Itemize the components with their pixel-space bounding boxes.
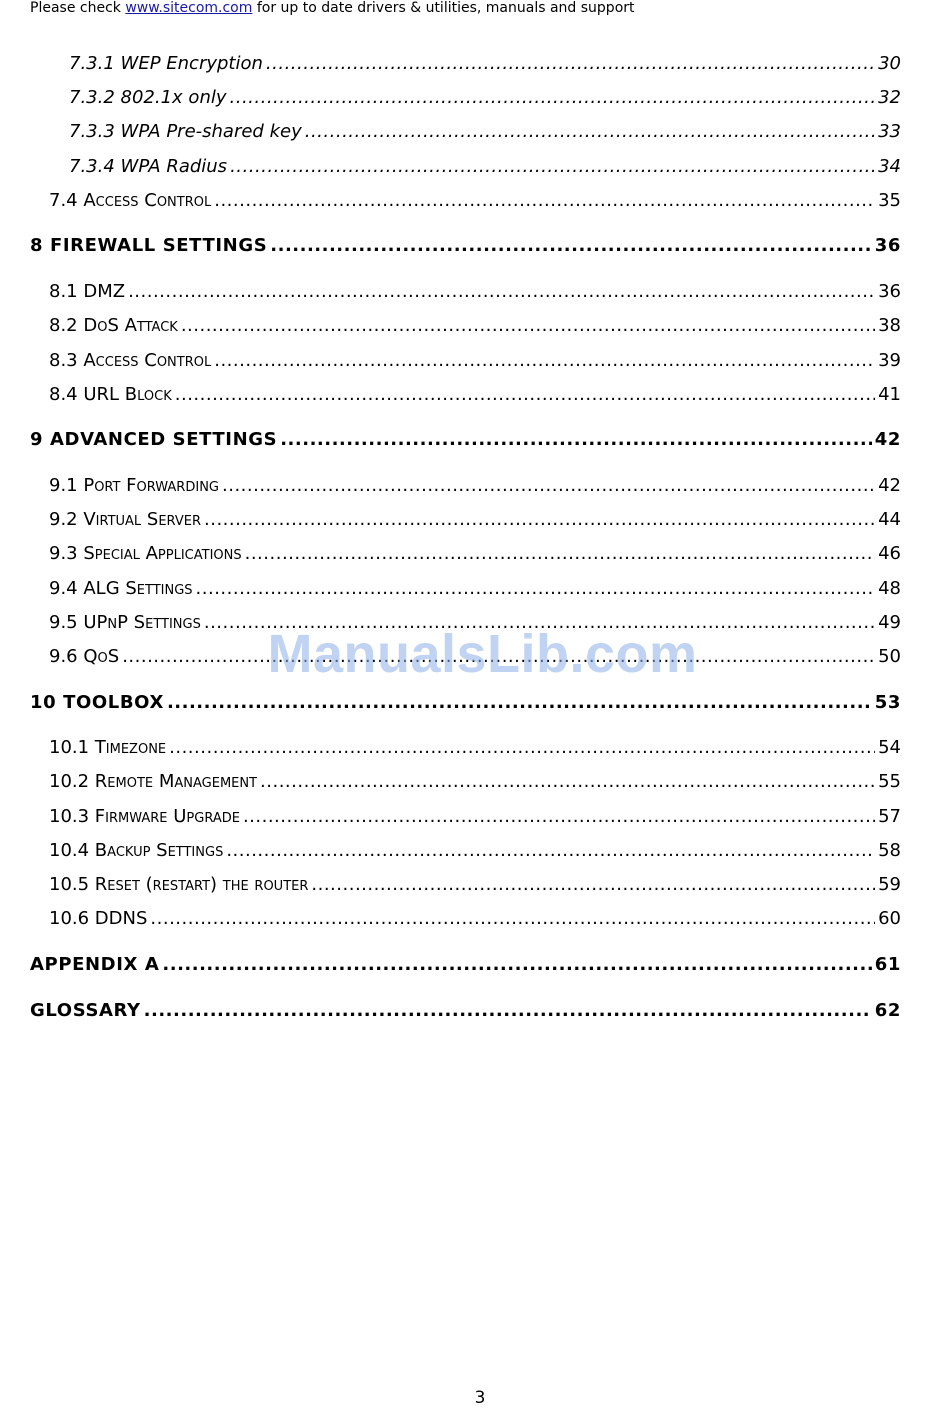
- toc-entry[interactable]: [30, 474, 901, 498]
- toc-dot-leader: [162, 953, 871, 977]
- toc-entry[interactable]: [30, 155, 901, 179]
- toc-entry-page: 36: [878, 281, 901, 302]
- toc-entry-page: 42: [878, 475, 901, 496]
- toc-dot-leader: [245, 542, 875, 566]
- toc-entry-page: 33: [878, 121, 901, 142]
- toc-entry-page: 46: [878, 543, 901, 564]
- toc-entry-label: 9 ADVANCED SETTINGS: [30, 429, 278, 450]
- toc-entry-page: 55: [878, 771, 901, 792]
- toc-entry[interactable]: [30, 189, 901, 213]
- toc-entry[interactable]: [30, 234, 901, 258]
- toc-entry-label: 9.1 Port Forwarding: [49, 475, 219, 496]
- toc-dot-leader: [204, 508, 875, 532]
- toc-entry-page: 39: [878, 350, 901, 371]
- toc-entry[interactable]: [30, 645, 901, 669]
- toc-dot-leader: [122, 645, 875, 669]
- toc-dot-leader: [230, 155, 875, 179]
- toc-dot-leader: [196, 577, 876, 601]
- toc-entry-page: 41: [878, 384, 901, 405]
- toc-dot-leader: [128, 280, 875, 304]
- toc-entry-page: 54: [878, 737, 901, 758]
- toc-dot-leader: [230, 86, 876, 110]
- toc-dot-leader: [169, 736, 875, 760]
- toc-entry-label: 8.2 DoS Attack: [49, 315, 178, 336]
- toc-entry-page: 48: [878, 578, 901, 599]
- toc-entry[interactable]: [30, 999, 901, 1023]
- toc-entry-page: 32: [878, 87, 901, 108]
- toc-entry-label: GLOSSARY: [30, 1000, 141, 1021]
- toc-dot-leader: [150, 907, 875, 931]
- toc-dot-leader: [226, 839, 875, 863]
- toc-entry-label: 10 TOOLBOX: [30, 692, 164, 713]
- toc-entry-label: APPENDIX A: [30, 954, 160, 975]
- toc-entry[interactable]: [30, 52, 901, 76]
- toc-entry[interactable]: [30, 86, 901, 110]
- toc-dot-leader: [243, 805, 875, 829]
- toc-entry-label: 9.4 ALG Settings: [49, 578, 193, 599]
- toc-entry-label: 10.3 Firmware Upgrade: [49, 806, 240, 827]
- toc-dot-leader: [280, 428, 872, 452]
- toc-dot-leader: [222, 474, 875, 498]
- toc-dot-leader: [144, 999, 872, 1023]
- toc-entry-page: 58: [878, 840, 901, 861]
- toc-entry-label: 10.4 Backup Settings: [49, 840, 224, 861]
- toc-entry[interactable]: [30, 314, 901, 338]
- toc-entry-label: 9.2 Virtual Server: [49, 509, 201, 530]
- toc-dot-leader: [204, 611, 875, 635]
- toc-entry[interactable]: [30, 383, 901, 407]
- toc-entry-label: 10.5 Reset (restart) the router: [49, 874, 309, 895]
- toc-entry-label: 10.6 DDNS: [49, 908, 148, 929]
- toc-entry[interactable]: [30, 770, 901, 794]
- toc-entry-label: 7.3.2 802.1x only: [69, 87, 227, 108]
- toc-dot-leader: [311, 873, 875, 897]
- sitecom-link[interactable]: www.sitecom.com: [125, 0, 253, 16]
- toc-entry-page: 30: [878, 53, 901, 74]
- toc-entry-label: 9.6 QoS: [49, 646, 120, 667]
- toc-entry[interactable]: [30, 907, 901, 931]
- header-suffix: for up to date drivers & utilities, manuals and support: [252, 0, 635, 16]
- toc-entry-label: 8 FIREWALL SETTINGS: [30, 235, 268, 256]
- toc-entry[interactable]: [30, 805, 901, 829]
- toc-entry[interactable]: [30, 428, 901, 452]
- toc-entry-page: 44: [878, 509, 901, 530]
- toc-dot-leader: [175, 383, 875, 407]
- toc-entry[interactable]: [30, 736, 901, 760]
- toc-entry-label: 7.3.1 WEP Encryption: [69, 53, 263, 74]
- toc-entry-label: 8.1 DMZ: [49, 281, 126, 302]
- header-prefix: Please check: [30, 0, 126, 16]
- toc-entry-label: 10.2 Remote Management: [49, 771, 258, 792]
- toc-entry[interactable]: [30, 280, 901, 304]
- toc-entry-page: 42: [874, 429, 901, 450]
- toc-dot-leader: [214, 189, 875, 213]
- toc-dot-leader: [270, 234, 871, 258]
- manualslib-watermark: ManualsLib.com: [267, 624, 698, 684]
- toc-entry-page: 38: [878, 315, 901, 336]
- toc-entry-page: 53: [874, 692, 901, 713]
- toc-dot-leader: [214, 349, 875, 373]
- toc-entry-label: 7.4 Access Control: [49, 190, 212, 211]
- toc-entry-page: 49: [878, 612, 901, 633]
- toc-entry[interactable]: [30, 873, 901, 897]
- toc-dot-leader: [167, 691, 872, 715]
- toc-entry-page: 50: [878, 646, 901, 667]
- toc-entry-label: 7.3.3 WPA Pre-shared key: [69, 121, 302, 142]
- toc-entry-page: 59: [878, 874, 901, 895]
- toc-entry-label: 7.3.4 WPA Radius: [69, 156, 228, 177]
- toc-entry-label: 8.4 URL Block: [49, 384, 172, 405]
- toc-entry[interactable]: [30, 839, 901, 863]
- toc-dot-leader: [260, 770, 875, 794]
- toc-entry-label: 9.5 UPnP Settings: [49, 612, 201, 633]
- toc-entry-page: 36: [874, 235, 901, 256]
- toc-entry-page: 61: [874, 954, 901, 975]
- toc-entry-page: 62: [874, 1000, 901, 1021]
- toc-entry[interactable]: [30, 349, 901, 373]
- toc-entry-page: 57: [878, 806, 901, 827]
- toc-entry-page: 35: [878, 190, 901, 211]
- toc-entry-label: 9.3 Special Applications: [49, 543, 242, 564]
- toc-entry-page: 34: [878, 156, 901, 177]
- toc-entry[interactable]: [30, 120, 901, 144]
- toc-dot-leader: [305, 120, 875, 144]
- toc-dot-leader: [266, 52, 875, 76]
- toc-entry[interactable]: [30, 691, 901, 715]
- page-header: [30, 0, 635, 16]
- toc-entry-label: 8.3 Access Control: [49, 350, 212, 371]
- toc-dot-leader: [181, 314, 875, 338]
- toc-entry-page: 60: [878, 908, 901, 929]
- toc-entry[interactable]: [30, 508, 901, 532]
- toc-entry[interactable]: [30, 611, 901, 635]
- toc-entry[interactable]: [30, 542, 901, 566]
- toc-entry[interactable]: [30, 953, 901, 977]
- toc-entry[interactable]: [30, 577, 901, 601]
- page-number: 3: [474, 1388, 486, 1408]
- toc-entry-label: 10.1 Timezone: [49, 737, 167, 758]
